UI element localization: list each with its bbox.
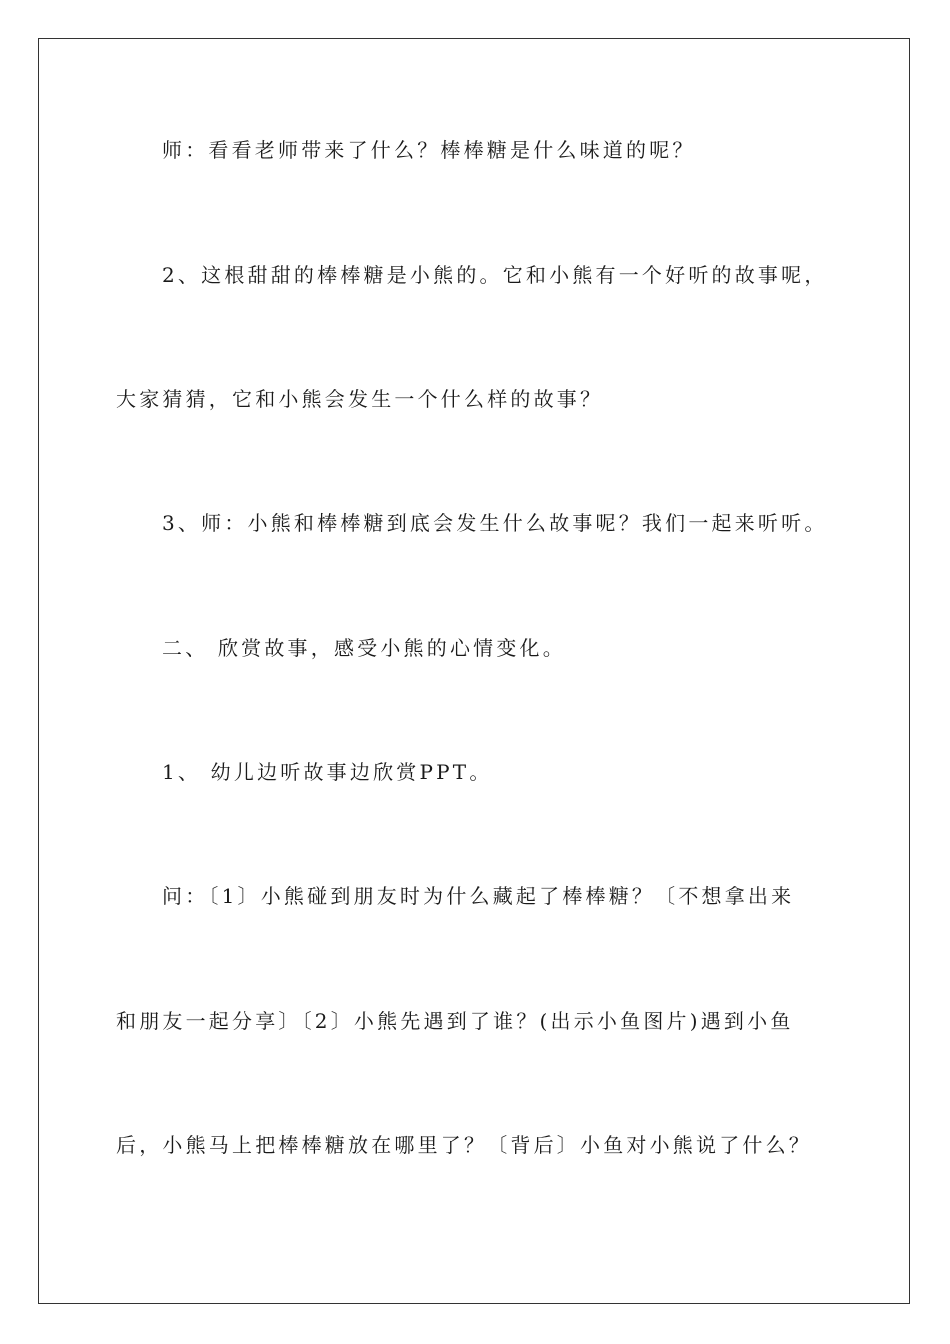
section-heading: 二、 欣赏故事，感受小熊的心情变化。 [162,636,566,660]
paragraph-line-9: 后，小熊马上把棒棒糖放在哪里了？〔背后〕小鱼对小熊说了什么？ [116,1133,812,1157]
paragraph-line-6: 1、 幼儿边听故事边欣赏PPT。 [162,760,493,784]
paragraph-line-4: 3、师：小熊和棒棒糖到底会发生什么故事呢？我们一起来听听。 [162,511,828,535]
paragraph-line-3: 大家猜猜，它和小熊会发生一个什么样的故事？ [116,387,604,411]
paragraph-line-8: 和朋友一起分享〕〔2〕小熊先遇到了谁？(出示小鱼图片)遇到小鱼 [116,1009,794,1033]
paragraph-line-7: 问：〔1〕小熊碰到朋友时为什么藏起了棒棒糖？〔不想拿出来 [162,884,795,908]
page-border [38,38,910,1304]
paragraph-line-1: 师：看看老师带来了什么？棒棒糖是什么味道的呢？ [162,138,696,162]
paragraph-line-2: 2、这根甜甜的棒棒糖是小熊的。它和小熊有一个好听的故事呢， [162,263,828,287]
